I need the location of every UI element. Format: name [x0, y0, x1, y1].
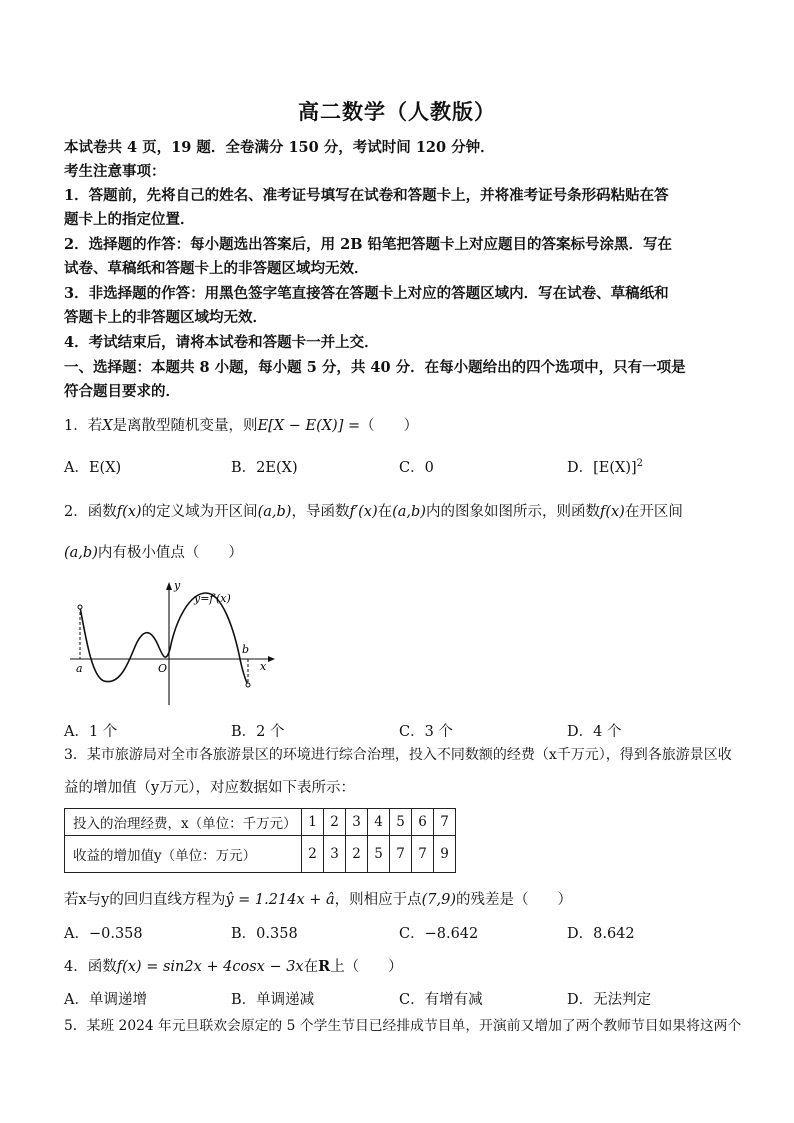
- q3-option-d: D．8.642: [567, 926, 635, 942]
- table-cell: 1: [302, 809, 324, 836]
- endpoint-a: [78, 605, 82, 609]
- table-cell: 4: [368, 809, 390, 836]
- y-axis-arrow: [166, 582, 172, 590]
- table-cell: 7: [390, 836, 412, 873]
- table-cell: 5: [390, 809, 412, 836]
- x-axis-arrow: [268, 656, 275, 662]
- q1-option-a: A．E(X): [64, 460, 122, 476]
- question-4: 4．函数f(x) = sin2x + 4cosx − 3x在R上（ ）: [64, 958, 403, 975]
- x-axis-label: x: [260, 660, 267, 673]
- table-cell: 2: [324, 809, 346, 836]
- intro-line: 本试卷共 4 页，19 题．全卷满分 150 分，考试时间 120 分钟．: [64, 139, 495, 156]
- question-1: 1．若X是离散型随机变量，则E[X − E(X)] =（ ）: [64, 418, 419, 434]
- point-b-label: b: [242, 643, 250, 656]
- note-line: 题卡上的指定位置．: [64, 211, 195, 228]
- section-heading: 一、选择题：本题共 8 小题，每小题 5 分，共 40 分．在每小题给出的四个选项中，只有一项是: [64, 359, 686, 376]
- q2-option-d: D．4 个: [567, 724, 622, 740]
- note-line: 2．选择题的作答：每小题选出答案后，用 2B 铅笔把答题卡上对应题目的答案标号涂黑．写在: [64, 236, 673, 253]
- table-cell: 2: [346, 836, 368, 873]
- question-5: 5．某班 2024 年元旦联欢会原定的 5 个学生节目已经排成节目单，开演前又增加了两个教师节目如果将这两个: [64, 1018, 742, 1034]
- page-title: 高二数学（人教版）: [298, 99, 496, 124]
- table-cell: 5: [368, 836, 390, 873]
- q3-option-b: B．0.358: [231, 926, 298, 942]
- section-heading: 符合题目要求的．: [64, 383, 180, 400]
- q1-option-d: D．$[E(X)]^2$: [567, 458, 644, 476]
- table-cell: 9: [434, 836, 456, 873]
- table-row: [65, 809, 456, 836]
- table-cell: 3: [346, 809, 368, 836]
- note-line: 试卷、草稿纸和答题卡上的非答题区域均无效．: [64, 260, 369, 277]
- table-cell: 3: [324, 836, 346, 873]
- q1-option-c: C．0: [399, 460, 434, 476]
- table-cell: 7: [434, 809, 456, 836]
- q4-option-d: D．无法判定: [567, 992, 652, 1008]
- q4-option-c: C．有增有减: [399, 992, 483, 1008]
- q2-option-b: B．2 个: [231, 724, 285, 740]
- question-2-line-2: (a,b)内有极小值点（ ）: [64, 545, 243, 561]
- q2-option-c: C．3 个: [399, 724, 453, 740]
- endpoint-b: [246, 683, 250, 687]
- origin-label: O: [158, 662, 168, 675]
- table-cell: 6: [412, 809, 434, 836]
- note-line: 答题卡上的非答题区域均无效．: [64, 309, 267, 326]
- q4-option-b: B．单调递减: [231, 992, 315, 1008]
- table-row-label: 收益的增加值y（单位：万元）: [65, 836, 302, 873]
- question-3: 3．某市旅游局对全市各旅游景区的环境进行综合治理，投入不同数额的经费（x千万元），得到各旅游景区收: [64, 747, 732, 763]
- data-table: [64, 808, 456, 873]
- q4-option-a: A．单调递增: [64, 992, 147, 1008]
- table-row-label: 投入的治理经费，x（单位：千万元）: [65, 809, 302, 836]
- q3-option-c: C．−8.642: [399, 926, 479, 942]
- derivative-graph: [64, 577, 284, 709]
- question-3-line-2: 益的增加值（y万元），对应数据如下表所示：: [64, 780, 355, 796]
- note-line: 3．非选择题的作答：用黑色签字笔直接答在答题卡上对应的答题区域内．写在试卷、草稿纸和: [64, 285, 669, 302]
- question-3-line-3: 若x与y的回归直线方程为ŷ = 1.214x + â，则相应于点(7,9)的残差是（ ）: [64, 892, 573, 908]
- note-line: 4．考试结束后，请将本试卷和答题卡一并上交．: [64, 334, 379, 351]
- note-line: 1．答题前，先将自己的姓名、准考证号填写在试卷和答题卡上，并将准考证号条形码粘贴在答: [64, 187, 669, 204]
- q3-option-a: A．−0.358: [64, 926, 143, 942]
- intro-notice-heading: 考生注意事项：: [64, 163, 166, 180]
- table-cell: 2: [302, 836, 324, 873]
- q2-option-a: A．1 个: [64, 724, 118, 740]
- point-a-label: a: [76, 662, 83, 675]
- table-row: [65, 836, 456, 873]
- y-axis-label: y: [174, 579, 181, 592]
- curve-label: y=f′(x): [194, 592, 231, 605]
- question-2: 2．函数f(x)的定义域为开区间(a,b)，导函数f′(x)在(a,b)内的图象如图所示，则函数f(x)在开区间: [64, 504, 683, 520]
- table-cell: 7: [412, 836, 434, 873]
- q1-option-b: B．2E(X): [231, 460, 298, 476]
